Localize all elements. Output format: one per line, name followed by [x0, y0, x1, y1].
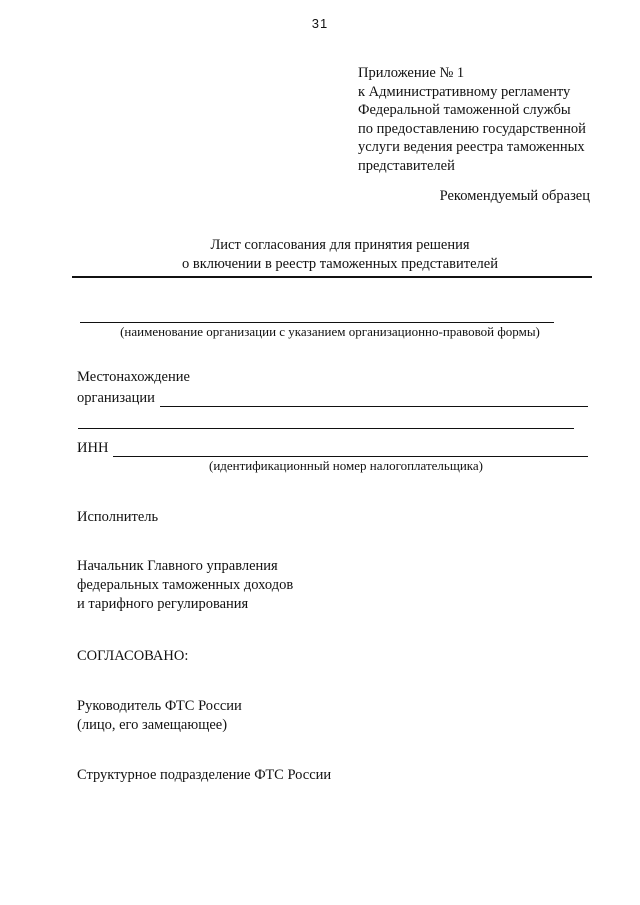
appendix-line: услуги ведения реестра таможенных	[358, 139, 585, 155]
location-fill-line-2	[78, 428, 574, 429]
appendix-line: к Административному регламенту	[358, 83, 571, 100]
location-label-line-1: Местонахождение	[77, 369, 190, 385]
appendix-line: представителей	[358, 157, 455, 174]
division-label: Структурное подразделение ФТС России	[77, 767, 332, 783]
inn-caption: (идентификационный номер налогоплательщика)	[208, 458, 484, 473]
head-block	[77, 697, 242, 735]
inn-label: ИНН	[77, 440, 109, 456]
agreed-label: СОГЛАСОВАНО:	[77, 648, 189, 664]
page-number: 31	[311, 16, 329, 31]
sample-label: Рекомендуемый образец	[439, 188, 590, 204]
location-fill-line-1	[160, 406, 588, 407]
title-underline	[72, 276, 592, 278]
document-title-line-1: Лист согласования для принятия решения	[210, 237, 470, 253]
location-label-line-2: организации	[77, 390, 155, 406]
appendix-block	[358, 64, 618, 175]
document-title-line-2: о включении в реестр таможенных представителей	[182, 256, 498, 272]
head-line: Руководитель ФТС России	[77, 698, 242, 714]
chief-line: федеральных таможенных доходов	[77, 577, 294, 593]
document-title	[160, 236, 520, 274]
organization-name-caption: (наименование организации с указанием организационно-правовой формы)	[120, 324, 540, 339]
organization-name-line	[80, 322, 554, 323]
appendix-line: Приложение № 1	[358, 65, 465, 81]
appendix-line: Федеральной таможенной службы	[358, 102, 571, 118]
head-line: (лицо, его замещающее)	[77, 717, 228, 733]
executor-label: Исполнитель	[77, 509, 159, 525]
chief-block	[77, 557, 293, 614]
appendix-line: по предоставлению государственной	[358, 120, 586, 137]
chief-line: и тарифного регулирования	[77, 596, 249, 612]
chief-line: Начальник Главного управления	[77, 558, 278, 574]
inn-fill-line	[113, 456, 588, 457]
